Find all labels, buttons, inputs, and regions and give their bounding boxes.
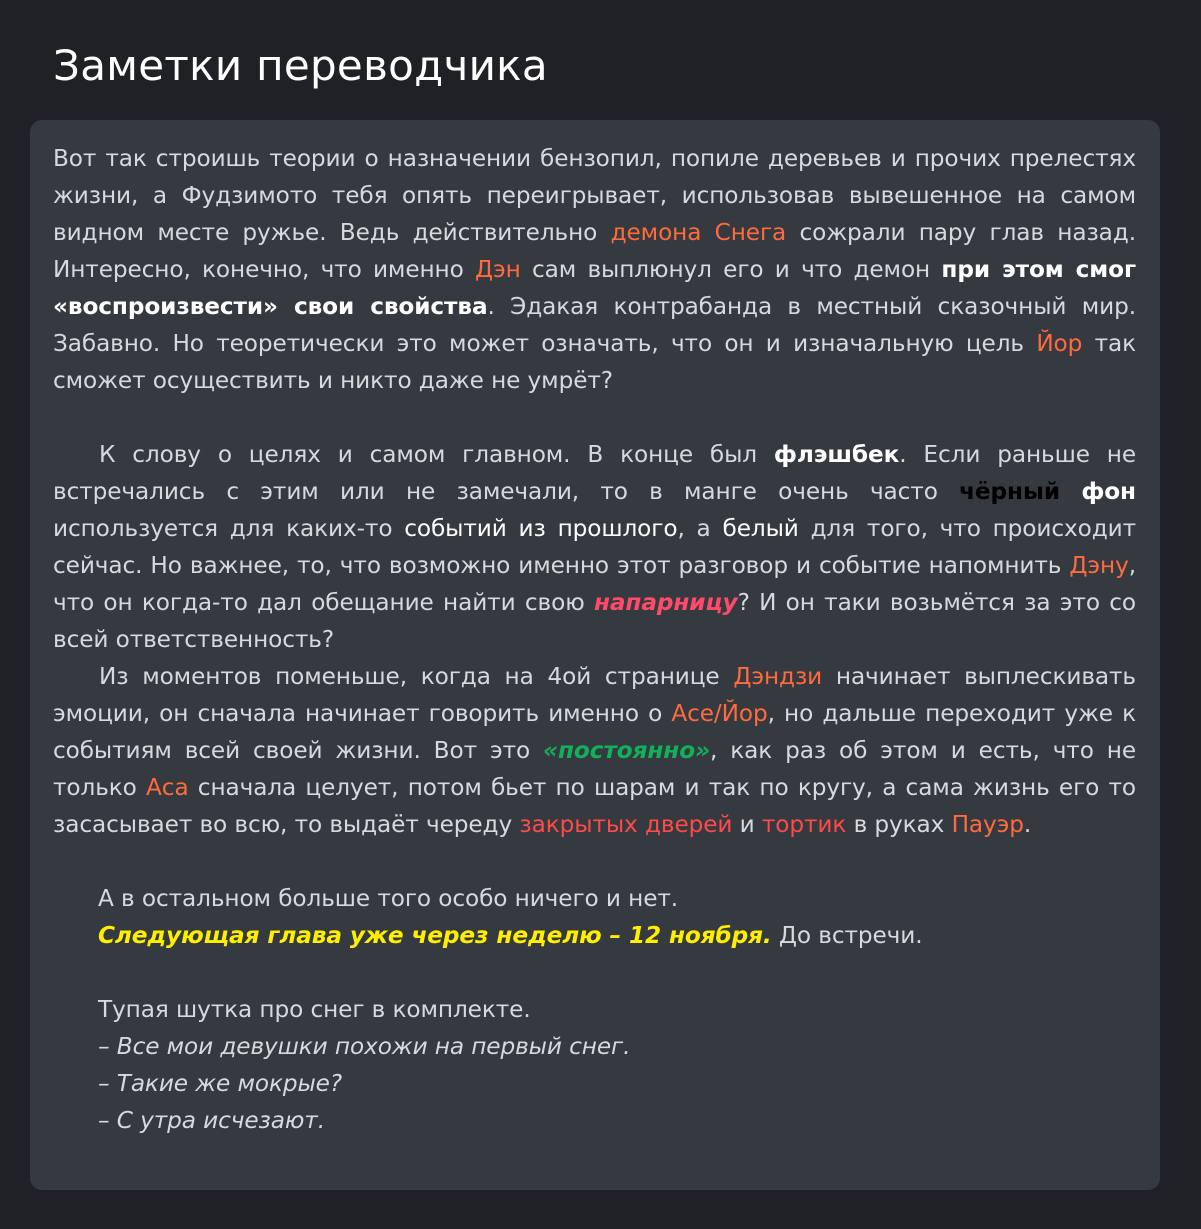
text: сначала целует, потом бьет по шарам и так по кругу, а сама жизнь его то засасывает во всю, то выдаёт череду xyxy=(53,774,1136,838)
joke-intro: Тупая шутка про снег в комплекте. xyxy=(98,996,531,1023)
paragraph-theories xyxy=(53,140,1136,399)
text: , что он когда-то дал обещание найти свою xyxy=(53,552,1136,616)
text: . xyxy=(1023,811,1032,838)
text: , как раз об этом и есть, что не только xyxy=(53,737,1136,801)
joke-line: – Такие же мокрые? xyxy=(98,1070,343,1097)
bold-background: фон xyxy=(1081,478,1136,505)
paragraph-moments xyxy=(53,658,1136,843)
text: Из моментов поменьше, когда на 4ой странице xyxy=(99,663,734,690)
text: До встречи. xyxy=(771,922,923,949)
joke-line: – Все мои девушки похожи на первый снег. xyxy=(98,1033,631,1060)
text: . Если раньше не встречались с этим или не замечали, то в манге очень часто xyxy=(53,441,1136,505)
text: К слову о целях и самом главном. В конце был xyxy=(99,441,774,468)
text: А в остальном больше того особо ничего и нет. xyxy=(98,885,679,912)
text: и xyxy=(732,811,762,838)
paragraph-flashback xyxy=(53,436,1136,658)
text: для того, что происходит сейчас. Но важнее, то, что возможно именно этот разговор и событие напомнить xyxy=(53,515,1137,579)
text: , а xyxy=(677,515,723,542)
text: Вот так строишь теории о назначении бензопил, попиле деревьев и прочих прелестях жизни, а Фудзимото тебя опять переигрывает, использовав вывешенное на самом видном месте ружье. Ведь действительно xyxy=(53,145,1136,246)
text: , но дальше переходит уже к событиям всей своей жизни. Вот это xyxy=(53,700,1136,764)
text xyxy=(1060,478,1081,505)
highlight-yor: Йор xyxy=(1036,330,1083,357)
highlight-black: чёрный xyxy=(959,478,1060,505)
highlight-partner: напарницу xyxy=(593,589,738,616)
text: сожрали пару глав назад. Интересно, конечно, что именно xyxy=(53,219,1136,283)
highlight-closed-doors: закрытых дверей xyxy=(519,811,733,838)
highlight-den: Дэн xyxy=(475,256,521,283)
text: ? И он таки возьмётся за это со всей ответственность? xyxy=(53,589,1136,653)
page-title: Заметки переводчика xyxy=(53,41,548,90)
text: так сможет осуществить и никто даже не умрёт? xyxy=(53,330,1136,394)
highlight-asa: Аса xyxy=(146,774,189,801)
text: используется для каких-то xyxy=(53,515,405,542)
bold-phrase: при этом смог «воспроизвести» свои свойства xyxy=(53,256,1136,320)
text: в руках xyxy=(846,811,952,838)
paragraph-joke xyxy=(53,991,1136,1139)
next-chapter-date: Следующая глава уже через неделю – 12 ноября. xyxy=(98,922,772,949)
highlight-denji: Дэндзи xyxy=(733,663,823,690)
highlight-asa-yor: Асе/Йор xyxy=(671,700,768,727)
text: начинает выплескивать эмоции, он сначала начинает говорить именно о xyxy=(53,663,1136,727)
text: сам выплюнул его и что демон xyxy=(520,256,942,283)
paragraph-next-chapter xyxy=(53,880,1136,954)
translator-notes-card xyxy=(30,120,1160,1190)
joke-line: – С утра исчезают. xyxy=(98,1107,325,1134)
bold-flashback: флэшбек xyxy=(773,441,900,468)
highlight-past-events: событий из прошлого xyxy=(404,515,678,542)
highlight-white: белый xyxy=(722,515,799,542)
highlight-constantly: «постоянно» xyxy=(543,737,710,764)
text: . Эдакая контрабанда в местный сказочный мир. Забавно. Но теоретически это может означать, что он и изначальную цель xyxy=(53,293,1136,357)
highlight-snow-devil: демона Снега xyxy=(610,219,787,246)
highlight-power: Пауэр xyxy=(951,811,1024,838)
highlight-cake: тортик xyxy=(761,811,847,838)
highlight-denu: Дэну xyxy=(1069,552,1129,579)
